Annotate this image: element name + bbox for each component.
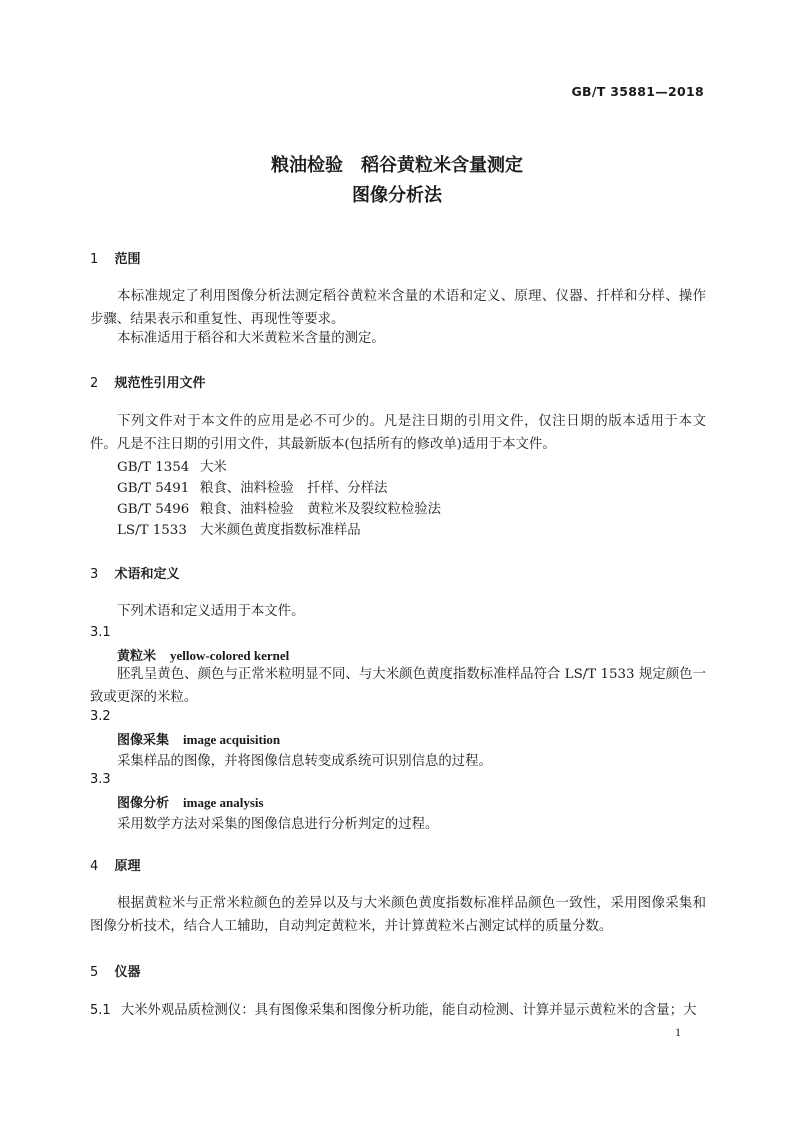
reference-code: GB/T 5491 bbox=[117, 481, 190, 496]
term-name-en: image analysis bbox=[183, 795, 264, 810]
normative-references-paragraph: 下列文件对于本文件的应用是必不可少的。凡是注日期的引用文件，仅注日期的版本适用于本文件。凡是不注日期的引用文件，其最新版本(包括所有的修改单)适用于本文件。 bbox=[90, 414, 706, 452]
principle-paragraph: 根据黄粒米与正常米粒颜色的差异以及与大米颜色黄度指数标准样品颜色一致性，采用图像采集和图像分析技术，结合人工辅助，自动判定黄粒米，并计算黄粒米占测定试样的质量分数。 bbox=[90, 896, 706, 934]
reference-code: GB/T 1354 bbox=[117, 460, 190, 475]
section-number: 1 bbox=[90, 252, 99, 267]
term-heading bbox=[117, 729, 280, 748]
reference-item bbox=[117, 519, 361, 538]
standard-number: GB/T 35881—2018 bbox=[571, 84, 704, 99]
reference-title: 粮食、油料检验 扦样、分样法 bbox=[200, 481, 388, 496]
term-definition: 胚乳呈黄色、颜色与正常米粒明显不同、与大米颜色黄度指数标准样品符合 LS/T 1533 规定颜色一致或更深的米粒。 bbox=[90, 667, 706, 705]
section-1-heading bbox=[90, 248, 141, 267]
section-title: 规范性引用文件 bbox=[114, 376, 206, 391]
document-title: 粮油检验 稻谷黄粒米含量测定 bbox=[271, 155, 523, 176]
section-title: 范围 bbox=[114, 252, 141, 267]
section-title: 仪器 bbox=[114, 965, 141, 980]
term-heading bbox=[117, 645, 289, 664]
term-definition: 采用数学方法对采集的图像信息进行分析判定的过程。 bbox=[117, 817, 439, 832]
section-number: 3 bbox=[90, 567, 99, 582]
document-subtitle: 图像分析法 bbox=[352, 185, 442, 206]
section-3-heading bbox=[90, 563, 180, 582]
section-number: 5 bbox=[90, 965, 99, 980]
section-4-heading bbox=[90, 855, 141, 874]
term-heading bbox=[117, 792, 264, 811]
term-name-en: yellow-colored kernel bbox=[170, 648, 290, 663]
term-name-en: image acquisition bbox=[183, 732, 281, 747]
section-number: 2 bbox=[90, 376, 99, 391]
section-number: 4 bbox=[90, 859, 99, 874]
clause-text: 大米外观品质检测仪：具有图像采集和图像分析功能，能自动检测、计算并显示黄粒米的含量；大 bbox=[120, 1003, 697, 1018]
clause-number: 5.1 bbox=[90, 1003, 111, 1018]
section-title: 原理 bbox=[114, 859, 141, 874]
scope-paragraph-2: 本标准适用于稻谷和大米黄粒米含量的测定。 bbox=[117, 331, 385, 346]
term-name-zh: 图像采集 bbox=[117, 733, 170, 748]
section-2-heading bbox=[90, 372, 206, 391]
reference-code: GB/T 5496 bbox=[117, 502, 190, 517]
term-number: 3.1 bbox=[90, 625, 111, 640]
scope-paragraph-1: 本标准规定了利用图像分析法测定稻谷黄粒米含量的术语和定义、原理、仪器、扦样和分样、操作步骤、结果表示和重复性、再现性等要求。 bbox=[90, 289, 706, 327]
page-number: 1 bbox=[675, 1025, 681, 1039]
terms-intro: 下列术语和定义适用于本文件。 bbox=[117, 604, 305, 619]
reference-title: 粮食、油料检验 黄粒米及裂纹粒检验法 bbox=[200, 502, 442, 517]
section-title: 术语和定义 bbox=[114, 567, 180, 582]
section-5-heading bbox=[90, 961, 141, 980]
clause-5-1 bbox=[90, 1000, 706, 1023]
reference-title: 大米颜色黄度指数标准样品 bbox=[200, 523, 361, 538]
term-name-zh: 黄粒米 bbox=[117, 649, 157, 664]
reference-item bbox=[117, 498, 441, 517]
term-definition: 采集样品的图像，并将图像信息转变成系统可识别信息的过程。 bbox=[117, 754, 492, 769]
term-name-zh: 图像分析 bbox=[117, 796, 170, 811]
term-number: 3.3 bbox=[90, 772, 111, 787]
reference-item bbox=[117, 477, 387, 496]
reference-code: LS/T 1533 bbox=[117, 523, 187, 538]
reference-title: 大米 bbox=[200, 460, 227, 475]
reference-item bbox=[117, 456, 227, 475]
term-number: 3.2 bbox=[90, 709, 111, 724]
